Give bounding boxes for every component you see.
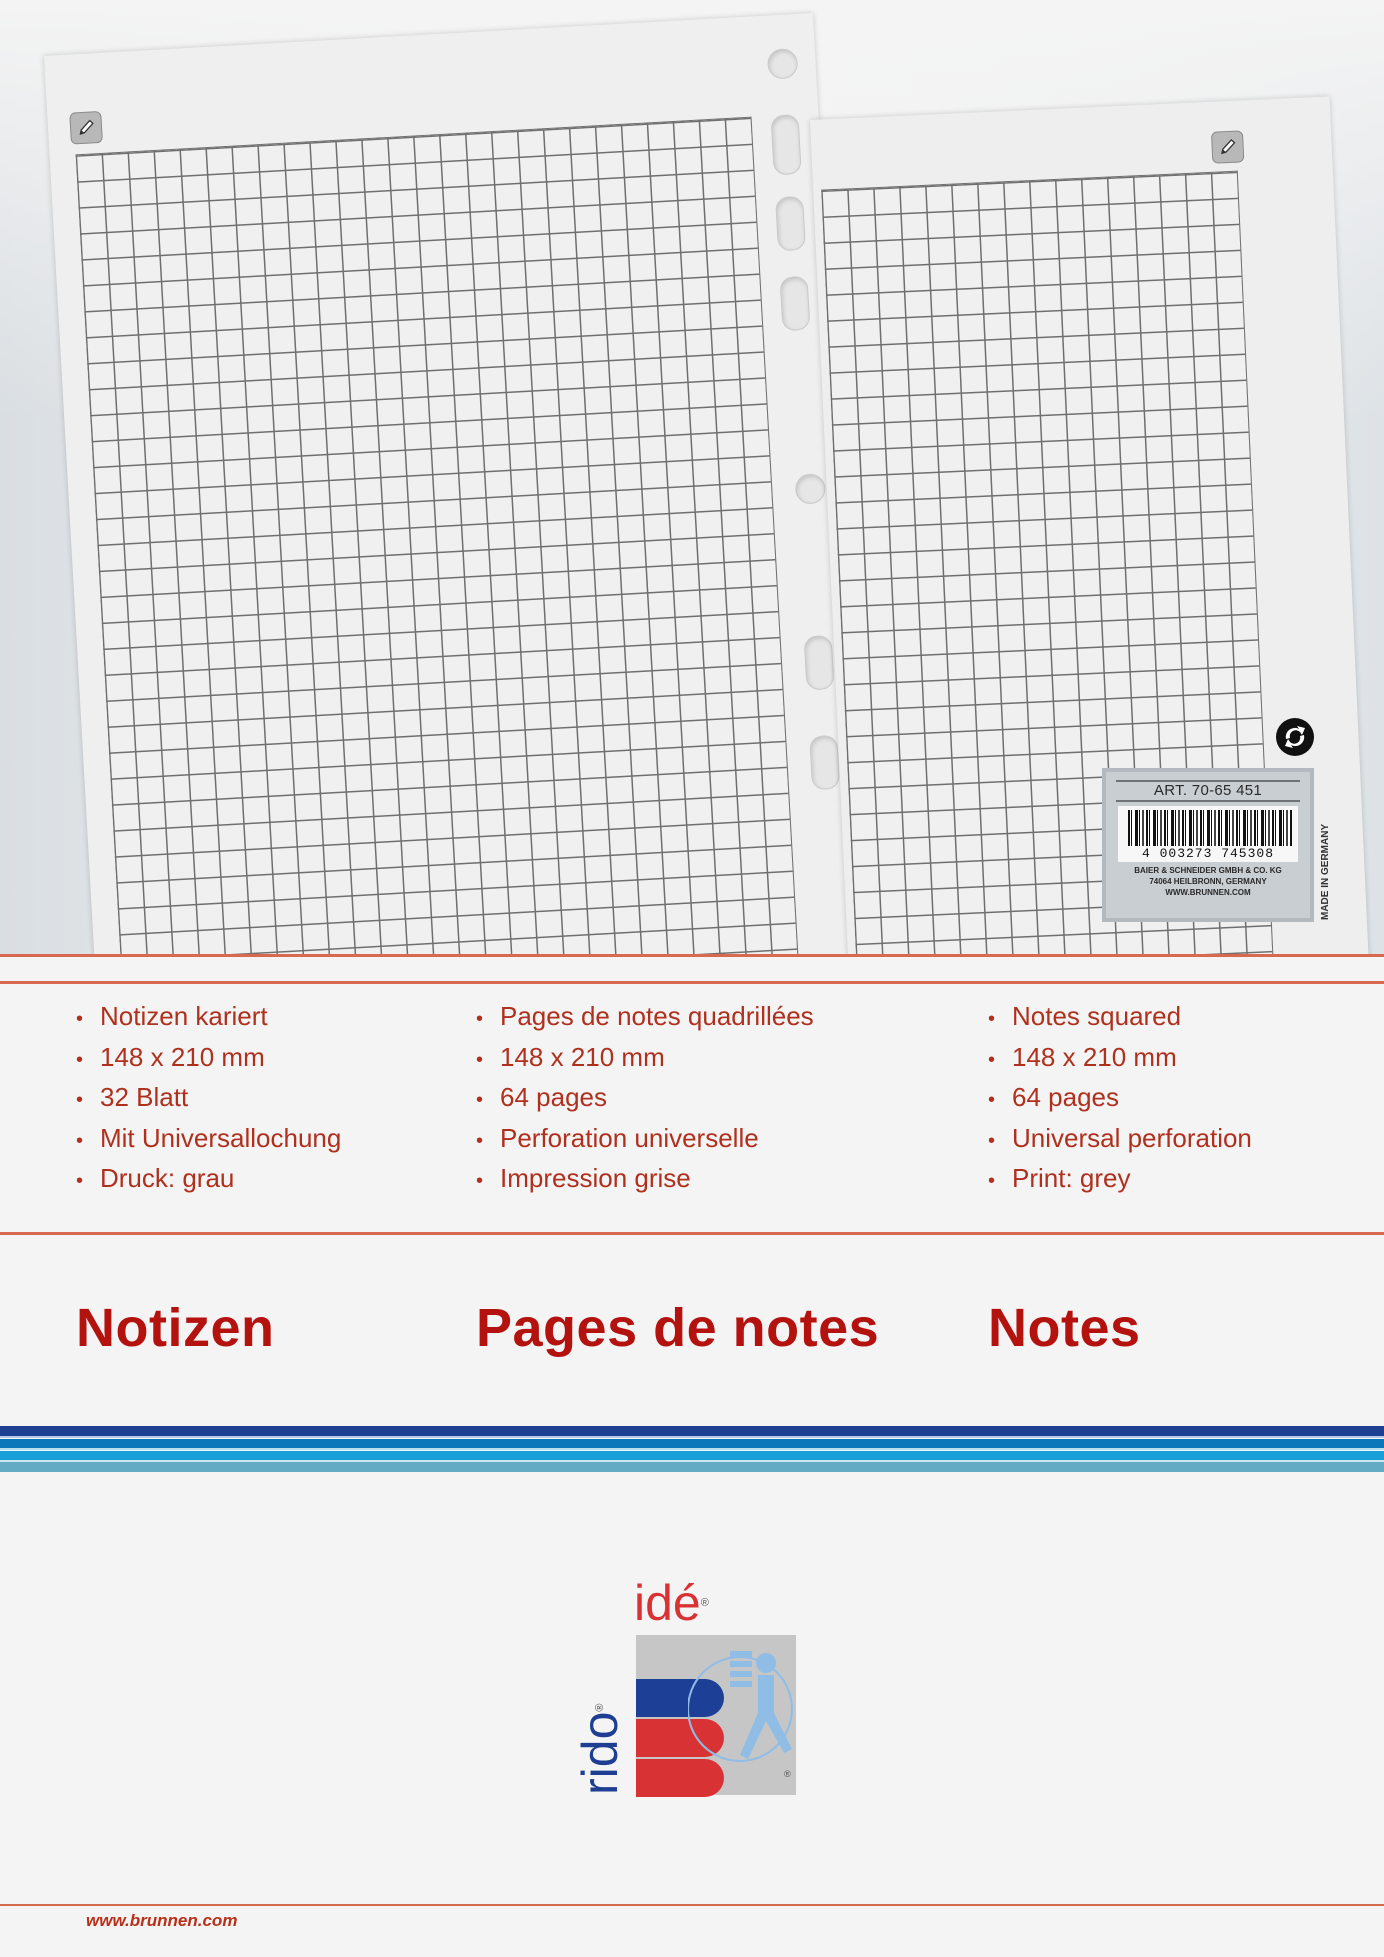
feature-item: • 64 pages: [476, 1079, 814, 1120]
feature-item: • Perforation universelle: [476, 1120, 814, 1161]
product-label: [1102, 768, 1314, 922]
stripe-dark-blue: [0, 1426, 1384, 1436]
perforation-hole: [809, 735, 840, 790]
feature-item: • 148 x 210 mm: [988, 1039, 1252, 1080]
rido-ide-logo: [572, 1575, 808, 1805]
perforation-hole: [767, 48, 799, 80]
company-line-2: 74064 HEILBRONN, GERMANY: [1149, 877, 1267, 886]
perforation-hole: [795, 473, 827, 505]
feature-item: • Impression grise: [476, 1160, 814, 1201]
headline-fr: Pages de notes: [476, 1298, 880, 1358]
perforation-hole: [775, 196, 806, 251]
stripe-medium-blue: [0, 1439, 1384, 1448]
barcode: [1118, 806, 1298, 862]
feature-item: • Druck: grau: [76, 1160, 341, 1201]
features-list-en: [988, 998, 1252, 1201]
product-photo: [0, 0, 1384, 955]
perforation-hole: [770, 114, 801, 175]
stripe-light-blue: [0, 1451, 1384, 1460]
divider: [0, 954, 1384, 957]
feature-item: • 148 x 210 mm: [76, 1039, 341, 1080]
stripe-gap: [0, 1436, 1384, 1438]
divider: [0, 1232, 1384, 1235]
feature-item: • 32 Blatt: [76, 1079, 341, 1120]
stripe-teal: [0, 1462, 1384, 1472]
headline-en: Notes: [988, 1298, 1141, 1358]
squared-grid: [76, 117, 802, 955]
pencil-icon: [1211, 130, 1244, 163]
feature-item: • 148 x 210 mm: [476, 1039, 814, 1080]
company-line-3: WWW.BRUNNEN.COM: [1165, 888, 1251, 897]
feature-item: • Print: grey: [988, 1160, 1252, 1201]
perforation-hole: [779, 276, 810, 331]
logo-rido-word: rido®: [572, 1703, 628, 1795]
pencil-icon: [69, 111, 103, 145]
barcode-digits: 4 003273 745308: [1118, 847, 1298, 861]
logo-figure-icon: [688, 1641, 798, 1781]
stripe-gap: [0, 1448, 1384, 1450]
barcode-bars: [1128, 810, 1292, 846]
feature-item: • Universal perforation: [988, 1120, 1252, 1161]
company-line-1: BAIER & SCHNEIDER GMBH & CO. KG: [1134, 866, 1282, 875]
feature-item: • Notizen kariert: [76, 998, 341, 1039]
feature-item: • Mit Universallochung: [76, 1120, 341, 1161]
feature-item: • 64 pages: [988, 1079, 1252, 1120]
made-in-germany: MADE IN GERMANY: [1320, 823, 1331, 920]
headline-de: Notizen: [76, 1298, 275, 1358]
logo-ide-word: idé®: [634, 1575, 709, 1631]
note-sheet-left: [44, 13, 869, 955]
footer-website-link[interactable]: www.brunnen.com: [86, 1911, 238, 1930]
divider: [0, 981, 1384, 984]
features-list-fr: [476, 998, 814, 1201]
features-list-de: [76, 998, 341, 1201]
footer-divider: [0, 1904, 1384, 1906]
feature-item: • Pages de notes quadrillées: [476, 998, 814, 1039]
article-number: ART. 70-65 451: [1116, 780, 1300, 802]
feature-item: • Notes squared: [988, 998, 1252, 1039]
perforation-hole: [804, 635, 835, 690]
svg-text:®: ®: [784, 1769, 791, 1779]
recycle-green-dot-icon: [1276, 718, 1314, 756]
